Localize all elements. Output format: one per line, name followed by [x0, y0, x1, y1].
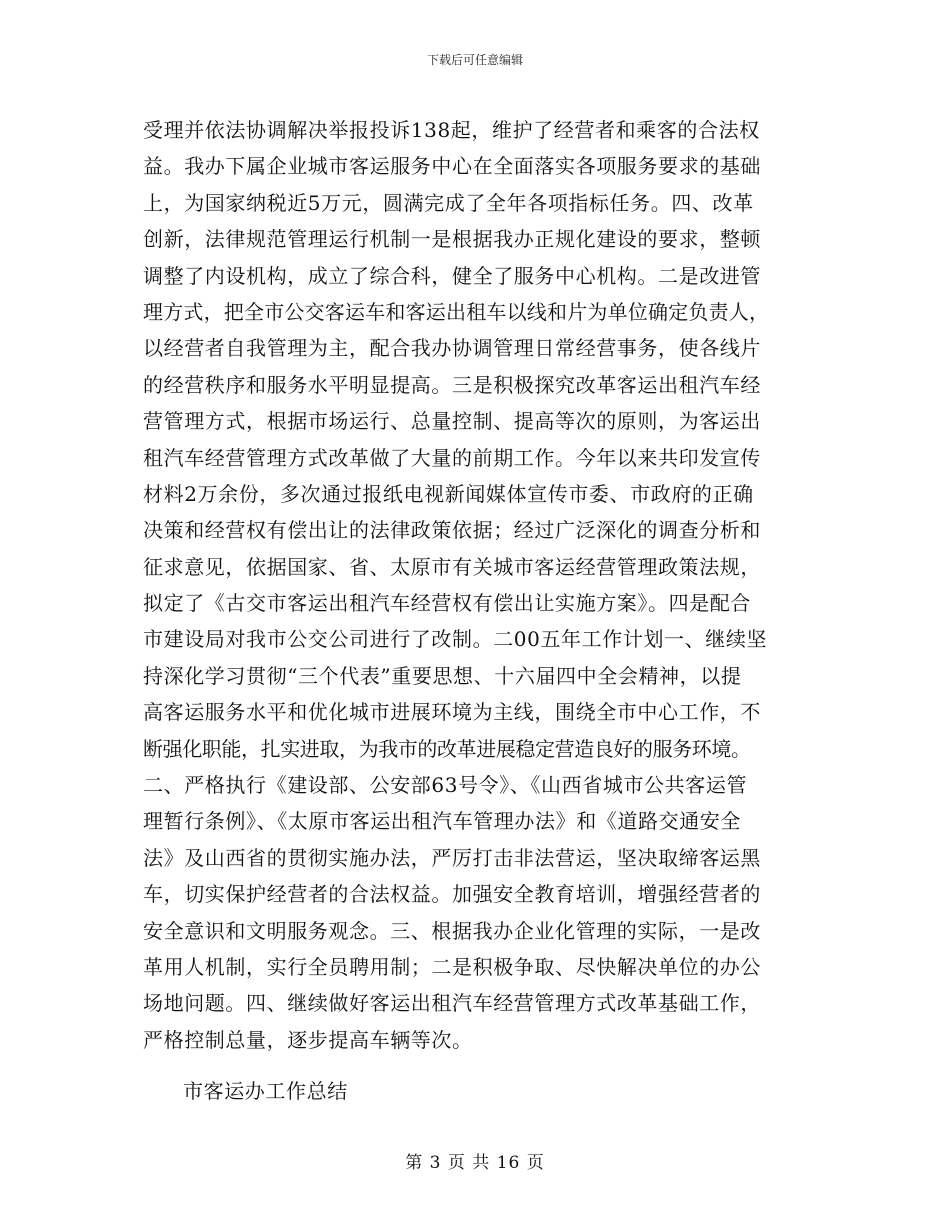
- body-line: 高客运服务水平和优化城市进展环境为主线，围绕全市中心工作，不: [143, 700, 761, 725]
- body-line: 上，为国家纳税近5万元，圆满完成了全年各项指标任务。四、改革: [143, 190, 754, 215]
- body-line: 调整了内设机构，成立了综合科，健全了服务中心机构。二是改进管: [143, 263, 761, 288]
- body-line: 二、严格执行《建设部、公安部63号令》、《山西省城市公共客运管: [143, 773, 748, 798]
- body-line: 征求意见，依据国家、省、太原市有关城市客运经营管理政策法规，: [143, 554, 761, 579]
- body-line: 决策和经营权有偿出让的法律政策依据；经过广泛深化的调查分析和: [143, 518, 761, 543]
- body-line: 租汽车经营管理方式改革做了大量的前期工作。今年以来共印发宣传: [143, 445, 761, 470]
- section-heading: 市客运办工作总结: [183, 1079, 348, 1103]
- body-line: 的经营秩序和服务水平明显提高。三是积极探究改革客运出租汽车经: [143, 372, 761, 397]
- body-line: 理暂行条例》、《太原市客运出租汽车管理办法》和《道路交通安全: [143, 809, 741, 834]
- body-line: 严格控制总量，逐步提高车辆等次。: [143, 1027, 473, 1052]
- document-body: [143, 112, 811, 1058]
- body-line: 车，切实保护经营者的合法权益。加强安全教育培训，增强经营者的: [143, 882, 761, 907]
- body-line: 创新，法律规范管理运行机制一是根据我办正规化建设的要求，整顿: [143, 227, 761, 252]
- body-line: 益。我办下属企业城市客运服务中心在全面落实各项服务要求的基础: [143, 154, 761, 179]
- body-line: 以经营者自我管理为主，配合我办协调管理日常经营事务，使各线片: [143, 336, 761, 361]
- body-line: 营管理方式，根据市场运行、总量控制、提高等次的原则，为客运出: [143, 409, 761, 434]
- body-line: 断强化职能，扎实进取，为我市的改革进展稳定营造良好的服务环境。: [143, 736, 751, 761]
- body-line: 理方式，把全市公交客运车和客运出租车以线和片为单位确定负责人，: [143, 299, 770, 324]
- body-line: 法》及山西省的贯彻实施办法，严厉打击非法营运，坚决取缔客运黑: [143, 845, 761, 870]
- body-line: 场地问题。四、继续做好客运出租汽车经营管理方式改革基础工作，: [143, 991, 761, 1016]
- body-line: 安全意识和文明服务观念。三、根据我办企业化管理的实际，一是改: [143, 918, 761, 943]
- page-header-note: 下载后可任意编辑: [426, 53, 523, 67]
- body-line: 材料2万余份，多次通过报纸电视新闻媒体宣传市委、市政府的正确: [143, 481, 754, 506]
- body-line: 革用人机制，实行全员聘用制；二是积极争取、尽快解决单位的办公: [143, 954, 761, 979]
- body-line: 拟定了《古交市客运出租汽车经营权有偿出让实施方案》。四是配合: [143, 591, 751, 616]
- body-line: 市建设局对我市公交公司进行了改制。二00五年工作计划一、继续坚: [143, 627, 768, 652]
- body-line: 持深化学习贯彻“三个代表”重要思想、十六届四中全会精神，以提: [143, 663, 742, 688]
- page-number: 第 3 页 共 16 页: [405, 1153, 545, 1173]
- body-line: 受理并依法协调解决举报投诉138起，维护了经营者和乘客的合法权: [143, 118, 760, 142]
